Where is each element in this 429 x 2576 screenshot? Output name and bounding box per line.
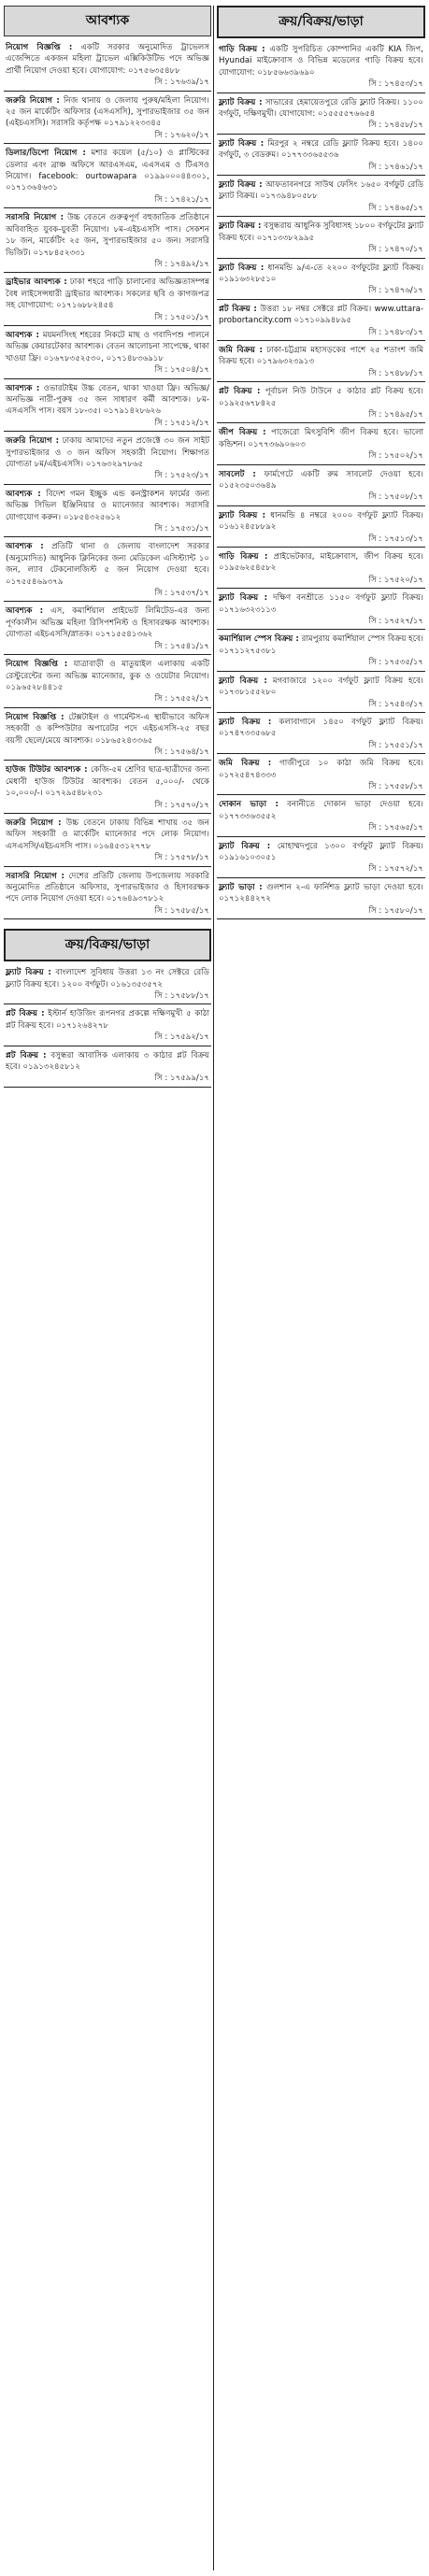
ad-reference-code: সি : ১৭৬৩৯/১৭ <box>154 78 209 88</box>
classified-ad <box>217 715 425 751</box>
ad-text <box>219 676 423 699</box>
ad-reference-code: সি : ১৭৫৫১/১৭ <box>368 740 423 750</box>
ad-reference-code: সি : ১৭৪৯২/১৭ <box>154 259 209 269</box>
classified-ad <box>217 591 425 627</box>
ad-text <box>219 758 423 781</box>
ad-heading: সরাসরি নিয়োগ : <box>6 871 64 881</box>
ad-body: কলাবাগানে ১৪৫০ বর্গফুট ফ্ল্যাট বিক্রয়। ০১৭৪৭৩৩৫৬৮৫ <box>219 717 423 739</box>
ad-body: গুলশান ২-এ ফার্নিশড ফ্ল্যাট ভাড়া দেওয়া হবে। ০১৭১২৪৪২৭২ <box>219 882 424 904</box>
ad-body: দক্ষিণ বনশ্রীতে ১১৫০ বর্গফুট ফ্ল্যাট বিক্রয়। ০১৭১৬৩২৩১১৩ <box>219 593 424 615</box>
ad-heading: ড্রাইভার আবশ্যক : <box>6 278 67 288</box>
ad-reference-code: সি : ১৭৫৩৫/১৭ <box>368 658 423 668</box>
ad-reference-code: সি : ১৭৫৯২/১৭ <box>154 1032 209 1043</box>
buy-sell-ads-list-left <box>4 965 211 1088</box>
ad-reference-code: সি : ১৭৫০২/১৭ <box>368 451 423 462</box>
ad-heading: ডিলার/ডিপো নিয়োগ : <box>6 149 86 159</box>
ad-heading: ফ্ল্যাট বিক্রয় : <box>219 138 265 149</box>
ad-body: ঢাকা-চট্টগ্রাম মহাসড়কের পাশে ২৫ শতাংশ জমি বিক্রয় হবে। ০১৭৯৬৩২৩৯১৩ <box>219 345 423 367</box>
ad-reference-code: সি : ১৭৫২০/১৭ <box>368 575 423 585</box>
ad-text <box>6 871 209 905</box>
ad-text <box>219 427 423 450</box>
ad-text <box>219 304 423 327</box>
ad-reference-code: সি : ১৭৪৯৫/১৭ <box>368 409 423 420</box>
ad-reference-code: সি : ১৭৪২১/১৭ <box>154 194 209 205</box>
ad-text <box>219 345 423 368</box>
ad-text <box>219 44 423 78</box>
ad-text <box>6 383 209 418</box>
ad-text <box>219 97 423 121</box>
ad-body: এস, কমার্শিয়াল প্রাইভেট লিমিটেড-এর জন্য পূর্ণকালীন অভিজ্ঞ মহিলা রিসিপশনিস্ট ও হিসাবরক্ষক আবশ্যক। যোগ্যতা এইচএসসি/স্নাতক। ০১৭১৫৫৪১৩৬২ <box>6 606 210 640</box>
ad-body: বাংলাদেশ সুবিধায় উত্তরা ১৩ নং সেক্টরে রেডি ফ্ল্যাট বিক্রয় হবে। ১২০০ বর্গফুট। ০১৬১৩৫৩৫৭২ <box>6 968 209 989</box>
ad-heading: গাড়ি বিক্রয় : <box>219 552 268 562</box>
ad-body: যাত্রাবাড়ী ও মাতুয়াইল এলাকায় একটি রেস্টুরেন্টের জন্য অভিজ্ঞ ম্যানেজার, কুক ও ওয়েটার নিয়োগ। ০১৯৬৫২৮৪৪১৫ <box>6 660 210 692</box>
ad-reference-code: সি : ১৭৫৩৭/১৭ <box>154 589 209 599</box>
classified-ad <box>4 487 211 535</box>
ad-body: ফার্মগেটে একটি রুম সাবলেট দেওয়া হবে। ০১৫২৩৫০৩৬৪৯ <box>219 469 423 491</box>
ad-text <box>6 212 209 259</box>
ad-reference-code: সি : ১৭৫৭৮/১৭ <box>154 853 209 863</box>
ad-heading: জরুরি নিয়োগ : <box>6 436 60 447</box>
ad-heading: জীপ বিক্রয় : <box>219 428 266 438</box>
ad-separator <box>4 760 211 761</box>
ad-heading: সাবলেট : <box>219 469 256 479</box>
classified-ad <box>217 797 425 833</box>
ad-body: ইস্টার্ন হাউজিং রূপনগর প্রকল্পে দক্ষিণমুখী ৫ কাঠা প্লট বিক্রয় হবে। ০১৭১২৬৪২৭৮ <box>6 1009 210 1031</box>
ad-text <box>219 717 423 740</box>
ad-reference-code: সি : ১৭৪৭৬/১৭ <box>368 286 423 296</box>
ad-text <box>219 799 423 822</box>
ad-body: প্রাইভেটকার, মাইক্রোবাস, জীপ বিক্রয় হবে। ০১৯৫৬২৫৪৫৮২ <box>219 552 423 574</box>
ad-text <box>219 633 423 657</box>
classified-ad <box>4 710 211 759</box>
classified-ad <box>4 1048 211 1085</box>
ad-text <box>219 882 423 905</box>
ad-reference-code: সি : ১৭৪৭০/১৭ <box>368 245 423 255</box>
classified-ad <box>217 425 425 462</box>
ad-separator <box>4 484 211 485</box>
ad-text <box>6 148 209 194</box>
ad-separator <box>217 134 425 135</box>
ad-separator <box>217 175 425 176</box>
ad-heading: ফ্ল্যাট বিক্রয় : <box>219 263 265 273</box>
ad-heading: জরুরি নিয়োগ : <box>6 95 60 106</box>
ad-separator <box>217 671 425 672</box>
ad-heading: ফ্ল্যাট বিক্রয় : <box>6 968 51 978</box>
classified-ad <box>217 549 425 586</box>
ad-reference-code: সি : ১৭৫৪১/১৭ <box>154 641 209 651</box>
ad-reference-code: সি : ১৭৪৫৩/১৭ <box>368 79 423 90</box>
ad-text <box>6 541 209 588</box>
classified-ad <box>4 210 211 270</box>
classified-ad <box>217 343 425 379</box>
ad-separator <box>4 91 211 92</box>
column-divider <box>213 6 214 2570</box>
ad-separator <box>217 588 425 589</box>
classified-ad <box>217 880 425 917</box>
classified-ad <box>4 381 211 430</box>
ad-reference-code: সি : ১৭৫৩১/১৭ <box>154 524 209 534</box>
classified-ad <box>4 40 211 89</box>
ad-separator <box>4 207 211 208</box>
ad-separator <box>4 378 211 379</box>
left-column <box>4 6 211 2573</box>
ad-separator <box>4 918 211 919</box>
ad-heading: হাউজ টিউটর আবশ্যক : <box>6 765 88 776</box>
classified-ad <box>217 632 425 668</box>
ad-separator <box>217 299 425 300</box>
ad-text <box>6 1008 209 1032</box>
classified-ad <box>4 816 211 864</box>
ad-heading: আবশ্যক : <box>6 383 40 393</box>
classified-ad <box>4 146 211 206</box>
ad-body: উচ্চ বেতনে ঢাকায় বিভিন্ন শাখায় ৩৫ জন অফিস সহকারী ও মার্কেটিং ম্যানেজার পদে লোক নিয়োগ। এসএসসি/এইচএসসি পাস। ০১৬৪৫৩১২৭৭৮ <box>6 818 210 851</box>
ad-separator <box>217 836 425 837</box>
wanted-ads-list <box>4 40 211 919</box>
classified-ad <box>4 275 211 323</box>
classified-ad <box>4 762 211 811</box>
ad-reference-code: সি : ১৭৪৬৫/১৭ <box>368 203 423 213</box>
classified-ad <box>4 869 211 918</box>
ad-text <box>6 659 209 693</box>
ad-body: মশার কয়েল (৫/১০) ও প্লাস্টিকের ডেলার এবং ব্রাঞ্চ অফিসে আরএসএম, এএসএম ও টিএসও নিয়োগ। facebook: ourtowapara ০১৯৯০০০৪৪৩০১, ০১৭১৩৬৪৬৩১ <box>6 149 209 193</box>
classified-ad <box>4 657 211 705</box>
ad-reference-code: সি : ১৭৫৪৩/১৭ <box>368 699 423 709</box>
classified-ad <box>217 42 425 91</box>
ad-body: উচ্চ বেতনে গুরুত্বপূর্ণ বহুজাতিক প্রতিষ্ঠানে অবিবাহিত যুবক-যুবতী নিয়োগ। ৮ম-এইচএসসি পাস। সেকশন ১৮ জন, মার্কেটিং ২৫ জন, সুপারভাইজার ৫০ জন। সরাসরি ভিজিট। ০১৭৮৪৫২৩৩১ <box>6 213 209 258</box>
ad-text <box>219 138 423 162</box>
classified-ad <box>217 261 425 297</box>
ad-separator <box>4 431 211 432</box>
ad-reference-code: সি : ১৭৫৫২/১৭ <box>154 694 209 704</box>
ad-heading: আবশ্যক : <box>6 606 44 617</box>
ad-heading: গাড়ি বিক্রয় : <box>219 45 265 54</box>
classified-ad <box>4 965 211 1002</box>
ad-body: ধানমন্ডি ৯/এ-তে ২২০০ বর্গফুটের ফ্ল্যাট বিক্রয়। ০১৯১৬৩২৮৫১০ <box>219 263 424 284</box>
ad-text <box>219 469 423 492</box>
ad-heading: প্লট বিক্রয় : <box>6 1050 47 1060</box>
ad-body: বসুন্ধরা আবাসিক এলাকায় ৩ কাঠার প্লট বিক্রয় হবে। ০১৯১৩২৪৫৮১২ <box>6 1050 209 1073</box>
ad-separator <box>217 381 425 382</box>
ad-reference-code: সি : ১৭৫০৮/১৭ <box>368 492 423 503</box>
ad-body: ঢাকা শহরে গাড়ি চালানোর অভিজ্ঞতাসম্পন্ন বৈধ লাইসেন্সধারী ড্রাইভার আবশ্যক। সকলের ছবি ও কাগজপত্র সহ যোগাযোগ: ০১৭১৬৮৮২৪৫৪ <box>6 278 209 311</box>
ad-reference-code: সি : ১৭৫২৭/১৭ <box>368 617 423 627</box>
classified-ad <box>217 302 425 338</box>
ad-text <box>6 95 209 130</box>
ad-heading: প্লট বিক্রয় : <box>219 304 257 314</box>
ad-text <box>6 605 209 640</box>
ad-text <box>6 712 209 747</box>
ad-body: আফতাবনগরে সাউথ ফেসিং ১৬৫০ বর্গফুট রেডি ফ্ল্যাট বিক্রয়। ০১৭৩৯৪৮০৫৮৮ <box>219 180 424 202</box>
classified-ad <box>217 839 425 875</box>
classified-ad <box>4 328 211 377</box>
ad-body: ঢাকায় আমাদের নতুন প্রজেক্টে ৩০ জন সাইট সুপারভাইজার ও ৩ জন অফিস সহকারী নিয়োগ। শিক্ষাগত যোগ্যতা ৮ম/এইচএসসি। ০১৭৬৩২৯৭৮৬৫ <box>6 436 210 469</box>
ad-body: দেশের প্রতিটি জেলায় উপজেলায় সরকারি অনুমোদিত প্রতিষ্ঠানে অফিসার, সুপারভাইজার ও হিসাবরক্ষক পদে লোক নিয়োগ দেওয়া হবে। ০১৭৬৪৯৩৭৮১২ <box>6 871 209 904</box>
ad-separator <box>4 536 211 537</box>
ad-text <box>6 435 209 470</box>
ad-separator <box>217 464 425 465</box>
ad-separator <box>4 813 211 814</box>
ad-body: একটি সরকার অনুমোদিত ট্রাভেলস এজেন্সিতে একজন মহিলা ট্রাভেল এক্সিকিউটিভ পদে অভিজ্ঞ প্রার্থী নিয়োগ দেওয়া হবে। যোগাযোগ: ০১৭৫৬৩৫৪৮৮ <box>6 43 210 76</box>
ad-heading: ফ্ল্যাট বিক্রয় : <box>219 510 266 520</box>
ad-reference-code: সি : ১৭৫১৩/১৭ <box>368 534 423 544</box>
classified-ad <box>4 434 211 482</box>
ad-separator <box>4 143 211 144</box>
ad-text <box>219 551 423 575</box>
ad-separator <box>217 712 425 713</box>
ad-body: উত্তরা ১৮ নম্বর সেক্টরে প্লট বিক্রয়। www.uttara-probortancity.com ০১৭১০৯৯৪৮৯৫ <box>219 304 424 326</box>
ad-text <box>219 592 423 616</box>
ad-body: ধানমন্ডি ৪ নম্বরে ২০০০ বর্গফুট ফ্ল্যাট বিক্রয়। ০১৬১২৪৫৮৮৯২ <box>219 510 423 533</box>
ad-heading: প্লট বিক্রয় : <box>6 1009 45 1019</box>
ad-reference-code: সি : ১৭৫৬৪/১৭ <box>154 747 209 757</box>
classified-ad <box>4 539 211 599</box>
ad-reference-code: সি : ১৭৪৮৮/১৭ <box>368 368 423 378</box>
ad-heading: ফ্ল্যাট বিক্রয় : <box>219 676 267 686</box>
ad-separator <box>4 601 211 602</box>
ad-text <box>219 386 423 409</box>
ad-text <box>6 818 209 852</box>
classified-ad <box>217 508 425 545</box>
classified-ad <box>217 136 425 173</box>
ad-heading: ফ্ল্যাট বিক্রয় : <box>219 593 268 604</box>
ad-separator <box>217 918 425 919</box>
ad-heading: জমি বিক্রয় : <box>219 759 272 769</box>
ad-heading: আবশ্যক : <box>6 542 44 552</box>
ad-separator <box>4 1087 211 1088</box>
ad-heading: কমার্শিয়াল স্পেস বিক্রয় : <box>219 634 299 645</box>
ad-reference-code: সি : ১৭৫৮৮/১৭ <box>154 991 209 1002</box>
classified-ad <box>217 467 425 504</box>
ad-reference-code: সি : ১৭৫৯৯/১৭ <box>154 1074 209 1084</box>
right-column <box>217 6 425 2573</box>
classified-ad <box>217 756 425 792</box>
ad-heading: আবশ্যক : <box>6 489 41 499</box>
ad-reference-code: সি : ১৭৪৫৮/১৭ <box>368 121 423 131</box>
ad-reference-code: সি : ১৭৫৮৫/১৭ <box>154 905 209 916</box>
ad-reference-code: সি : ১৭৫৮০/১৭ <box>368 905 423 916</box>
ad-body: প্রতিটি থানা ও জেলায় বাংলাদেশ সরকার (অনুমোদিত) আধুনিক ক্লিনিকের জন্য মেডিকেল এসিস্ট্যান্ট ১০ জন, ল্যাব টেকনোলজিস্ট ৫ জন নিয়োগ দেওয়া হবে। ০১৭৫৫৪৬৯৩৭৯ <box>6 542 210 587</box>
ad-heading: নিয়োগ বিজ্ঞপ্তি : <box>6 660 68 670</box>
ad-reference-code: সি : ১৭৫১২/১৭ <box>154 418 209 428</box>
ad-body: বসুন্ধরায় আধুনিক সুবিধাসহ ১৮০০ বর্গফুটের ফ্ল্যাট বিক্রয় হবে। ০১৭১৩৩৮২৯৯৫ <box>219 221 424 243</box>
ad-separator <box>217 258 425 259</box>
classified-ad <box>217 384 425 420</box>
section-header-buy-sell-rent-left: ক্রয়/বিক্রয়/ভাড়া <box>4 929 211 961</box>
classified-ad <box>4 1006 211 1043</box>
ad-separator <box>217 547 425 548</box>
ad-separator <box>217 794 425 795</box>
ad-separator <box>217 505 425 506</box>
ad-heading: আবশ্যক : <box>6 330 39 340</box>
ad-body: সাভারের হেমায়েতপুরে রেডি ফ্ল্যাট বিক্রয়। ১১০০ বর্গফুট, দক্ষিণমুখী। যোগাযোগ: ০১৫৫৫৫৭৬৬৫৪ <box>219 97 423 120</box>
ad-separator <box>217 877 425 878</box>
ad-reference-code: সি : ১৭৫৭২/১৭ <box>368 864 423 875</box>
ad-reference-code: সি : ১৭৫২৩/১৭ <box>154 471 209 481</box>
ad-separator <box>4 325 211 326</box>
ad-separator <box>4 654 211 655</box>
ad-body: টেক্সটাইল ও গার্মেন্টস-এ স্থায়ীভাবে অফিস সহকারী ও কম্পিউটার অপারেটর পদে এইচএসসি-২৫ বছর বয়সী ছেলে/মেয়ে আবশ্যক। ০১৮৬৫২৪৩৩৬৫ <box>6 712 210 746</box>
ad-text <box>219 221 423 244</box>
ad-reference-code: সি : ১৭৪৬১/১৭ <box>368 162 423 172</box>
ad-heading: ফ্ল্যাট ভাড়া : <box>219 882 263 892</box>
ad-separator <box>4 866 211 867</box>
ad-text <box>6 277 209 311</box>
classified-ad <box>217 674 425 710</box>
ad-body: পূর্বাচল নিউ টাউনে ৫ কাঠার প্লট বিক্রয় হবে। ০১৯২৫৬৭৮৪২৫ <box>219 387 424 408</box>
ad-text <box>6 330 209 364</box>
ad-separator <box>4 1003 211 1004</box>
ad-reference-code: সি : ১৭৫০১/১৭ <box>154 312 209 322</box>
ad-body: গাজীপুরে ১০ কাঠা জমি বিক্রয় হবে। ০১৭২৫৪৭৪৩৩৩ <box>219 759 423 780</box>
ad-body: ময়মনসিংহ শহরের নিকটে মাছ ও গবাদিপশু পালনে অভিজ্ঞ কেয়ারটেকার আবশ্যক। বেতন আলোচনা সাপেক্ষে, থাকা খাওয়া ফ্রি। ০১৬৭৮৩৫২৫৩০, ০১৭১৪৮৩৬৯১৮ <box>6 330 209 363</box>
section-header-wanted: আবশ্যক <box>4 6 211 36</box>
ad-reference-code: সি : ১৭৫৬৫/১৭ <box>368 823 423 833</box>
ad-body: মগবাজারে ১২০০ বর্গফুট ফ্ল্যাট বিক্রয় হবে। ০১৭৩৮১৫৫২৮০ <box>219 676 423 698</box>
ad-reference-code: সি : ১৭৫৫৮/১৭ <box>368 781 423 791</box>
ad-separator <box>4 272 211 273</box>
ad-text <box>219 841 423 864</box>
ad-text <box>6 489 209 523</box>
ad-body: মোহাম্মদপুরে ১৩০০ বর্গফুট ফ্ল্যাট বিক্রয়। ০১৯১৬১০৩০৫১ <box>219 841 423 862</box>
ad-heading: ফ্ল্যাট বিক্রয় : <box>219 180 263 191</box>
ad-body: মিরপুর ২ নম্বরে রেডি ফ্ল্যাট বিক্রয় হবে। ১৪০০ বর্গফুট, ৩ বেডরুম। ০১৭৭৩৩৬৫৫৩৬ <box>219 138 424 161</box>
ad-heading: ফ্ল্যাট বিক্রয় : <box>219 841 271 851</box>
classified-ad <box>217 95 425 132</box>
ad-body: রামপুরায় কমার্শিয়াল স্পেস বিক্রয় হবে। ০১৭১১২৭৫৩৮১ <box>219 634 424 656</box>
ad-separator <box>4 707 211 708</box>
ad-body: ওভারটাইম উচ্চ বেতন, থাকা খাওয়া ফ্রি। অভিজ্ঞ/অনভিজ্ঞ নারী-পুরুষ ৩৫ জন সাধারণ কর্মী আবশ্যক। ৮ম-এসএসসি পাস। বয়স ১৮-৩৫। ০১৭৯১৪২৮৬২৬ <box>6 383 209 417</box>
ad-body: একটি সুপরিচিত কোম্পানির একটি KIA জিপ, Hyundai মাইক্রোবাস ও বিভিন্ন মডেলের গাড়ি বিক্রয় হবে। যোগাযোগ: ০১৮৫৬৬৩৯৬৯০ <box>219 45 424 78</box>
ad-heading: নিয়োগ বিজ্ঞপ্তি : <box>6 712 64 722</box>
ad-body: বনানীতে দোকান ভাড়া দেওয়া হবে। ০১৭৭৩৩৬৩৫৫২ <box>219 800 423 821</box>
ad-heading: জরুরি নিয়োগ : <box>6 818 62 828</box>
ad-separator <box>217 422 425 423</box>
ad-heading: সরাসরি নিয়োগ : <box>6 213 64 223</box>
classified-ad <box>4 93 211 142</box>
ad-text <box>6 764 209 799</box>
ad-text <box>6 42 209 77</box>
ad-body: পাজেরো মিৎসুবিশি জীপ বিক্রয় হবে। ভালো কন্ডিশন। ০১৭৭৩৬৯০৬০৩ <box>219 428 423 449</box>
ad-heading: নিয়োগ বিজ্ঞপ্তি : <box>6 43 73 52</box>
section-header-buy-sell-rent: ক্রয়/বিক্রয়/ভাড়া <box>217 6 425 38</box>
ad-heading: ফ্ল্যাট বিক্রয় : <box>219 221 262 232</box>
ad-reference-code: সি : ১৭৪৮৩/১৭ <box>368 327 423 337</box>
ad-body: নিজ থানায় ও জেলায় পুরুষ/মহিলা নিয়োগ। ২৫ জন মার্কেটিং অফিসার (এসএসসি), সুপারভাইজার ৩৫ জন (এইচএসসি)। সরাসরি কর্তৃপক্ষ ০১৭৯১২২৩৩৪৫ <box>6 95 209 129</box>
ad-reference-code: সি : ১৭৬২০/১৭ <box>154 130 209 140</box>
ad-text <box>219 263 423 286</box>
ad-separator <box>217 629 425 630</box>
classified-ad <box>217 219 425 255</box>
ad-body: বিদেশ গমন ইচ্ছুক এন্ড কনস্ট্রাকশন ফার্মের জন্য অভিজ্ঞ সিভিল ইঞ্জিনিয়ার ও ম্যানেজার আবশ্যক। সরাসরি যোগাযোগ করুন। ০১৮৫৪৩২৫৬১২ <box>6 489 210 522</box>
ad-reference-code: সি : ১৭৫৭০/১৭ <box>154 800 209 810</box>
ad-separator <box>217 216 425 217</box>
ad-heading: ফ্ল্যাট বিক্রয় : <box>219 97 263 107</box>
ad-text <box>219 510 423 534</box>
buy-sell-ads-list <box>217 42 425 919</box>
ad-text <box>219 179 423 203</box>
ad-heading: জমি বিক্রয় : <box>219 345 263 355</box>
ad-body: কেজি-৫ম শ্রেণির ছাত্র-ছাত্রীদের জন্য মেধাবী হাউজ টিউটর আবশ্যক। বেতন ৫,০০০/- থেকে ১০,০০০/-। ০১৭২৯৫৪৮২৩১ <box>6 765 209 799</box>
ad-separator <box>217 340 425 341</box>
ad-reference-code: সি : ১৭৫০৪/১৭ <box>154 365 209 376</box>
ad-text <box>6 1050 209 1074</box>
ad-heading: ফ্ল্যাট বিক্রয় : <box>219 717 272 727</box>
classified-ad <box>217 178 425 214</box>
ad-text <box>6 967 209 990</box>
ad-separator <box>217 753 425 754</box>
ad-heading: দোকান ভাড়া : <box>219 800 279 810</box>
ad-heading: প্লট বিক্রয় : <box>219 387 261 397</box>
classified-ad <box>4 604 211 652</box>
